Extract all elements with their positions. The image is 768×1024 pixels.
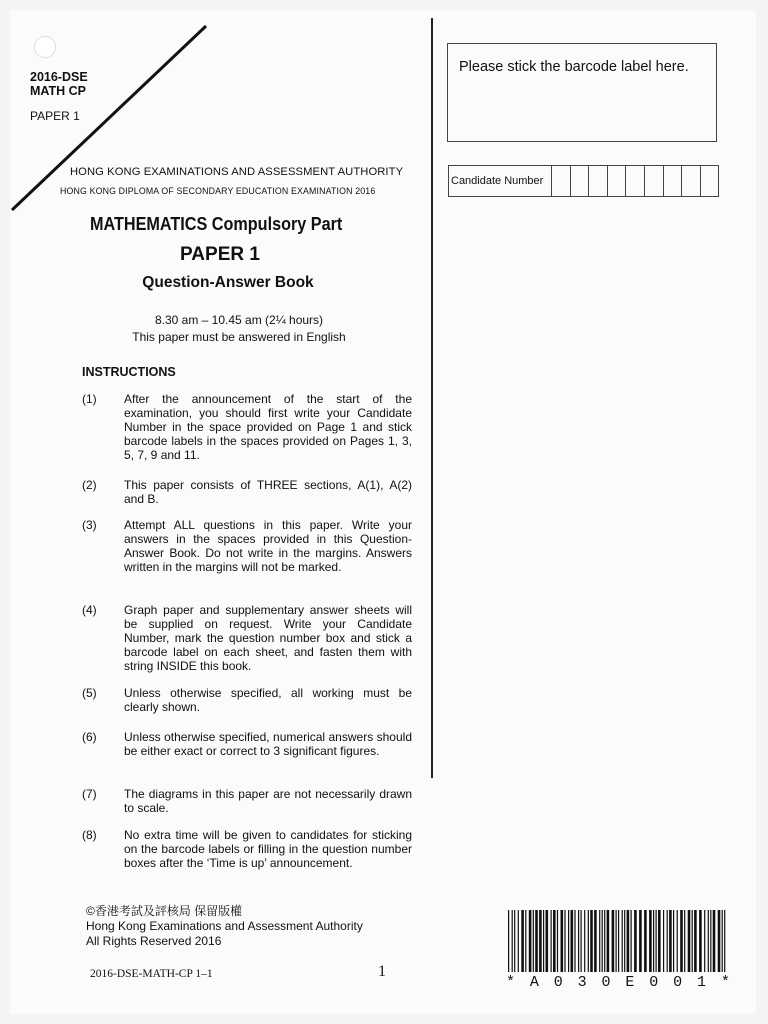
barcode-stripe [627, 910, 630, 972]
barcode-stripe [594, 910, 597, 972]
barcode-char: 0 [673, 974, 683, 991]
candidate-digit-cell[interactable] [589, 166, 608, 196]
book-title: Question-Answer Book [142, 274, 314, 291]
barcode-stripe [553, 910, 556, 972]
barcode-stripe [658, 910, 661, 972]
instruction-item [82, 686, 412, 714]
barcode-stripe [718, 910, 721, 972]
barcode-stripe [581, 910, 582, 972]
barcode-stripe [588, 910, 589, 972]
barcode-stripe [713, 910, 716, 972]
barcode-char: 0 [553, 974, 563, 991]
copyright-line: All Rights Reserved 2016 [86, 934, 222, 948]
copyright-notice [86, 904, 363, 949]
barcode-stripe [612, 910, 615, 972]
barcode-stripe [543, 910, 544, 972]
barcode-char: A [529, 974, 539, 991]
instruction-number: (6) [82, 730, 97, 744]
candidate-digit-cell[interactable] [571, 166, 590, 196]
barcode-stripe [634, 910, 637, 972]
barcode-stripe [631, 910, 632, 972]
barcode-stripe [699, 910, 702, 972]
barcode-char: * [506, 974, 516, 991]
candidate-digit-cell[interactable] [664, 166, 683, 196]
barcode-char: 3 [577, 974, 587, 991]
paper-code: 2016-DSE-MATH-CP 1–1 [90, 968, 213, 980]
barcode-stripe [724, 910, 725, 972]
barcode-stripe [508, 910, 509, 972]
instruction-text: This paper consists of THREE sections, A(1), A(2) and B. [124, 478, 412, 506]
barcode-stripe [667, 910, 668, 972]
instruction-item [82, 392, 412, 462]
barcode-stripe [644, 910, 647, 972]
subject-code-line2: MATH CP [30, 84, 87, 98]
copyright-line: Hong Kong Examinations and Assessment Authority [86, 919, 363, 933]
barcode-stripe [604, 910, 605, 972]
barcode-stripe [704, 910, 705, 972]
instruction-text: After the announcement of the start of the examination, you should first write your Candidate Number in the space provided on Page 1 and stick barcode labels in the spaces provided on Pages 1, 3, 5, 7, 9 and 11. [124, 392, 412, 462]
candidate-number-box [448, 165, 719, 197]
barcode-stripe [551, 910, 552, 972]
barcode-char: 0 [601, 974, 611, 991]
barcode-stripe [649, 910, 652, 972]
barcode-char: * [720, 974, 730, 991]
instructions-heading: INSTRUCTIONS [82, 365, 176, 379]
barcode-stripe [663, 910, 664, 972]
instruction-text: Unless otherwise specified, all working must be clearly shown. [124, 686, 412, 714]
candidate-digit-cell[interactable] [552, 166, 571, 196]
barcode-stripe [564, 910, 565, 972]
barcode-stripe [692, 910, 693, 972]
barcode-stripe [574, 910, 575, 972]
instruction-text: The diagrams in this paper are not necessarily drawn to scale. [124, 787, 412, 815]
paper-label: PAPER 1 [30, 109, 80, 123]
barcode-stripe [722, 910, 723, 972]
barcode-char: 1 [697, 974, 707, 991]
instruction-item [82, 787, 412, 815]
instruction-number: (7) [82, 787, 97, 801]
barcode-stripe [673, 910, 674, 972]
barcode-stripe [684, 910, 685, 972]
page-number: 1 [378, 963, 386, 980]
instruction-item [82, 730, 412, 758]
instruction-text: Attempt ALL questions in this paper. Write your answers in the spaces provided in this Question-Answer Book. Do not write in the margins. Answers written in the margins will not be marked. [124, 518, 412, 574]
barcode-stripe [710, 910, 711, 972]
instruction-number: (5) [82, 686, 97, 700]
candidate-digit-cell[interactable] [645, 166, 664, 196]
barcode-stripe [639, 910, 642, 972]
barcode-stripe [512, 910, 513, 972]
barcode-stripe [624, 910, 625, 972]
subject-code-line1: 2016-DSE [30, 70, 88, 84]
subject-code [30, 70, 88, 98]
barcode-stripe [653, 910, 654, 972]
candidate-digit-cell[interactable] [608, 166, 627, 196]
instruction-number: (8) [82, 828, 97, 842]
barcode-stripe [656, 910, 657, 972]
barcode-stripe [521, 910, 524, 972]
candidate-number-label: Candidate Number [449, 166, 552, 196]
diploma-name: HONG KONG DIPLOMA OF SECONDARY EDUCATION EXAMINATION 2016 [60, 186, 376, 196]
barcode-stripe [677, 910, 678, 972]
barcode-stripe [546, 910, 549, 972]
barcode-char: 0 [649, 974, 659, 991]
barcode-caption [506, 974, 730, 991]
column-divider [431, 18, 433, 778]
barcode-stripe [571, 910, 574, 972]
barcode-prompt: Please stick the barcode label here. [459, 59, 689, 75]
authority-name: HONG KONG EXAMINATIONS AND ASSESSMENT AUTHORITY [70, 166, 404, 178]
barcode-stripe [694, 910, 697, 972]
subject-title: MATHEMATICS Compulsory Part [90, 214, 343, 234]
instruction-item [82, 603, 412, 673]
barcode-stripe [539, 910, 542, 972]
barcode-stripe [688, 910, 691, 972]
barcode-stripe [669, 910, 672, 972]
barcode-stripe [561, 910, 564, 972]
instruction-number: (4) [82, 603, 97, 617]
copyright-line: ©香港考試及評核局 保留版權 [86, 904, 243, 918]
paper-title: PAPER 1 [180, 244, 260, 265]
exam-time: 8.30 am – 10.45 am (2¼ hours) [154, 313, 324, 327]
barcode-stripe [607, 910, 610, 972]
barcode-char: E [625, 974, 635, 991]
barcode-stripe [708, 910, 709, 972]
barcode-stripe [622, 910, 623, 972]
instruction-number: (3) [82, 518, 97, 532]
barcode-stripe [584, 910, 585, 972]
candidate-digit-cell[interactable] [682, 166, 701, 196]
instruction-text: Graph paper and supplementary answer sheets will be supplied on request. Write your Candidate Number, mark the question number box and stick a barcode label on each sheet, and fasten them with string INSIDE this book. [124, 603, 412, 673]
barcode-stripe [529, 910, 532, 972]
barcode-label-box[interactable] [447, 43, 717, 142]
instruction-item [82, 518, 412, 574]
instruction-item [82, 828, 412, 870]
instruction-text: No extra time will be given to candidates for sticking on the barcode labels or filling in the question number boxes after the ‘Time is up’ announcement. [124, 828, 412, 870]
barcode-stripe [518, 910, 519, 972]
instruction-item [82, 478, 412, 506]
barcode-stripe [514, 910, 515, 972]
barcode-stripe [590, 910, 593, 972]
barcode-stripe [616, 910, 617, 972]
barcode-stripe [533, 910, 534, 972]
barcode-stripe [599, 910, 600, 972]
barcode-stripe [535, 910, 538, 972]
barcode-stripe [602, 910, 603, 972]
instruction-text: Unless otherwise specified, numerical answers should be either exact or correct to 3 significant figures. [124, 730, 412, 758]
language-note: This paper must be answered in English [132, 330, 346, 344]
candidate-digit-cell[interactable] [626, 166, 645, 196]
barcode-stripe [525, 910, 526, 972]
barcode-image [508, 910, 728, 978]
barcode-stripe [618, 910, 619, 972]
barcode-stripe [557, 910, 558, 972]
barcode-stripe [680, 910, 683, 972]
candidate-digit-cell[interactable] [701, 166, 719, 196]
barcode-stripe [578, 910, 579, 972]
barcode-stripe [568, 910, 569, 972]
instruction-number: (2) [82, 478, 97, 492]
instruction-number: (1) [82, 392, 97, 406]
